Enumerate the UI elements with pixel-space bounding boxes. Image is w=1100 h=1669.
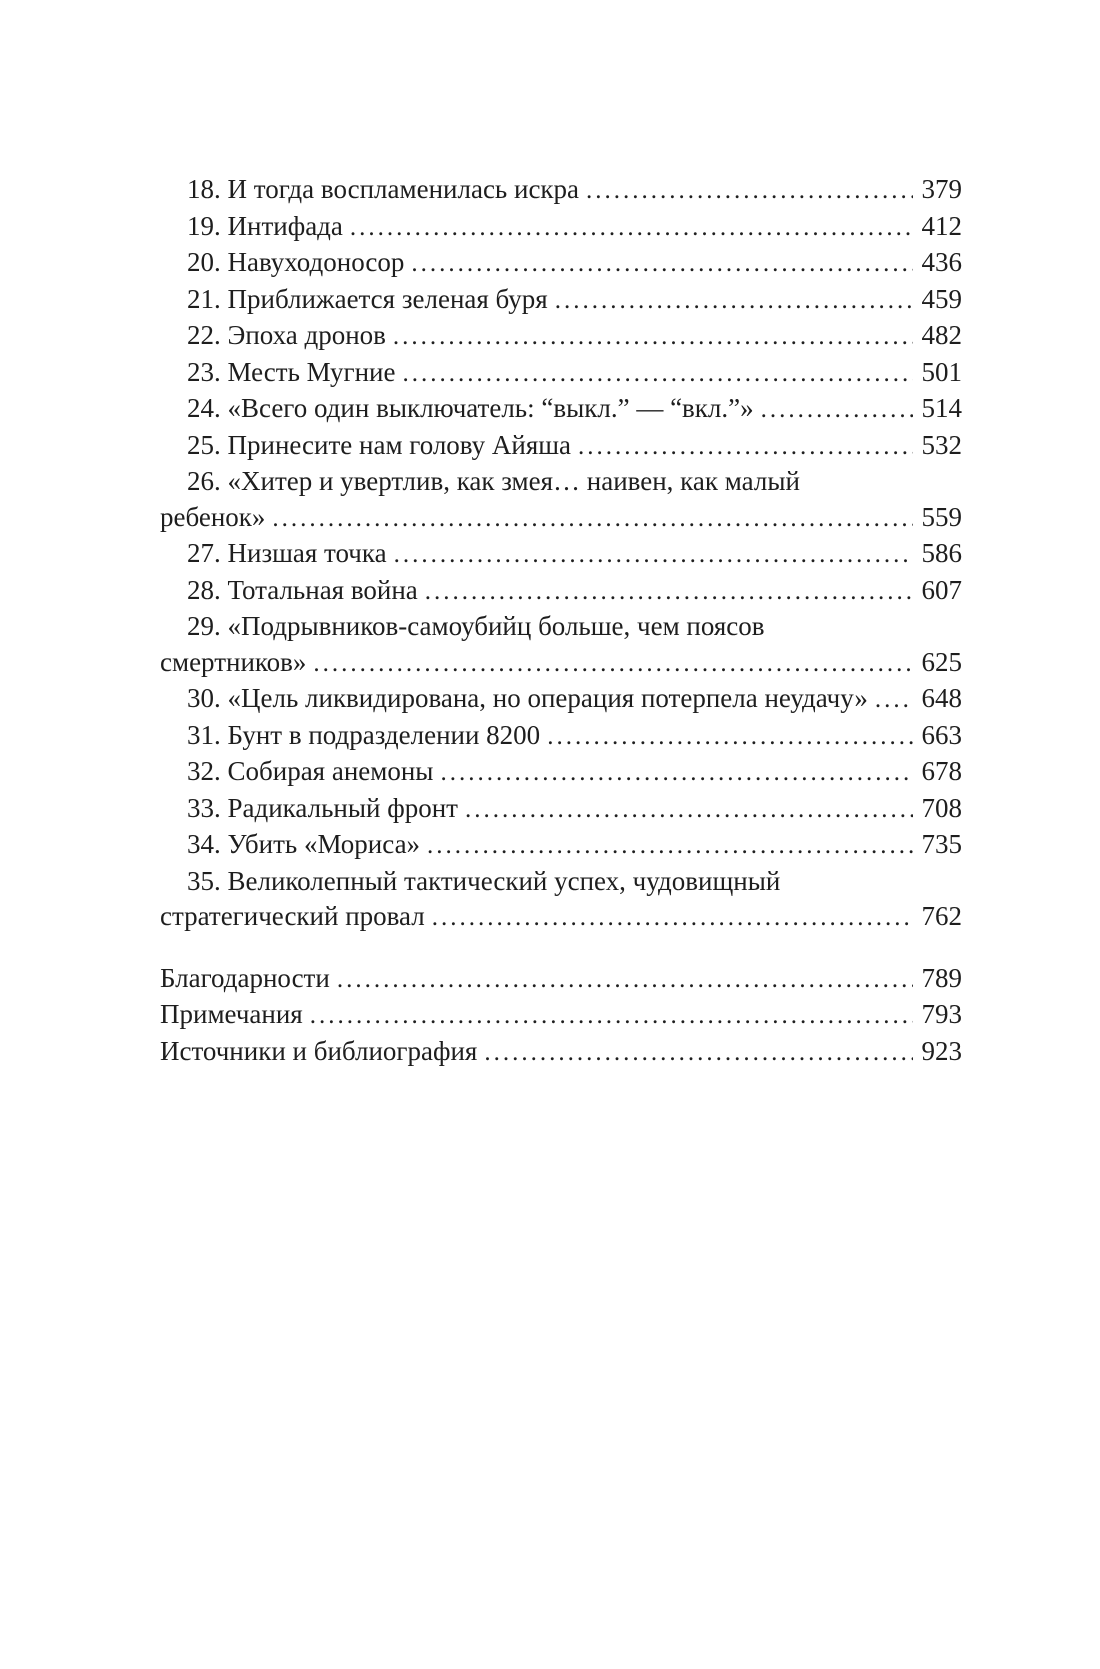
toc-entry — [160, 718, 962, 755]
toc-entry — [160, 172, 962, 209]
page-number: 663 — [921, 719, 962, 750]
dot-leader — [440, 754, 912, 791]
dot-leader — [578, 428, 912, 465]
toc-entry — [160, 609, 962, 681]
toc-chapter-list — [160, 172, 962, 936]
page-number: 923 — [921, 1035, 962, 1066]
toc-entry-line — [160, 961, 962, 998]
toc-entry — [160, 355, 962, 392]
toc-entry-line — [160, 391, 962, 428]
toc-entry-title: 32. Собирая анемоны — [187, 756, 434, 786]
toc-entry-title: Источники и библиография — [160, 1035, 478, 1066]
toc-entry-title: 34. Убить «Мориса» — [187, 829, 421, 859]
page-number: 482 — [921, 320, 962, 350]
page-number: 412 — [921, 210, 962, 241]
dot-leader — [484, 1034, 912, 1071]
toc-entry-title: 25. Принесите нам голову Айяша — [187, 429, 572, 460]
toc-entry-line — [160, 464, 962, 500]
toc-entry — [160, 791, 962, 828]
toc-entry-title: ребенок» — [160, 501, 266, 532]
toc-entry-title: 23. Месть Мугние — [187, 356, 396, 387]
toc-entry — [160, 997, 962, 1034]
toc-entry-line — [160, 864, 962, 900]
toc-entry — [160, 681, 962, 718]
dot-leader — [547, 718, 912, 755]
toc-entry-title: Примечания — [160, 999, 303, 1029]
toc-entry — [160, 573, 962, 610]
toc-entry-line — [160, 681, 962, 718]
dot-leader — [761, 391, 913, 428]
toc-entry-title: 27. Низшая точка — [187, 538, 387, 568]
toc-entry-line — [160, 718, 962, 755]
toc-entry-line — [160, 355, 962, 392]
toc-entry-line — [160, 318, 962, 355]
toc-entry — [160, 318, 962, 355]
toc-entry-line — [160, 645, 962, 682]
dot-leader — [337, 961, 913, 998]
page-number: 514 — [921, 393, 962, 423]
toc-entry-title: 29. «Подрывников-самоубийц больше, чем поясов — [187, 611, 765, 641]
dot-leader — [394, 536, 913, 573]
toc-entry-title: 28. Тотальная война — [187, 574, 418, 605]
toc-entry-title: Благодарности — [160, 962, 330, 993]
page-number: 762 — [921, 901, 962, 931]
dot-leader — [875, 681, 913, 718]
toc-entry-line — [160, 573, 962, 610]
toc-entry — [160, 209, 962, 246]
dot-leader — [272, 500, 912, 537]
toc-entry-title: 19. Интифада — [187, 210, 343, 241]
toc-entry-line — [160, 1034, 962, 1071]
toc-entry — [160, 464, 962, 536]
toc-entry-line — [160, 754, 962, 791]
toc-entry-line — [160, 209, 962, 246]
dot-leader — [402, 355, 912, 392]
toc-entry — [160, 754, 962, 791]
toc-entry-line — [160, 172, 962, 209]
page-number: 459 — [921, 283, 962, 314]
dot-leader — [432, 899, 913, 936]
toc-entry — [160, 536, 962, 573]
page-number: 586 — [921, 538, 962, 568]
toc-entry-line — [160, 827, 962, 864]
toc-entry-title: стратегический провал — [160, 901, 425, 931]
toc-entry-line — [160, 245, 962, 282]
toc-entry-line — [160, 500, 962, 537]
page-number: 379 — [921, 174, 962, 204]
page-number: 648 — [921, 683, 962, 713]
page-number: 607 — [921, 574, 962, 605]
dot-leader — [393, 318, 913, 355]
toc-entry-title: 22. Эпоха дронов — [187, 320, 386, 350]
dot-leader — [310, 997, 913, 1034]
toc-entry-line — [160, 899, 962, 936]
toc-entry-line — [160, 609, 962, 645]
toc-entry-title: 26. «Хитер и увертлив, как змея… наивен, как малый — [187, 466, 800, 496]
toc-entry — [160, 391, 962, 428]
dot-leader — [427, 827, 912, 864]
page-number: 793 — [921, 999, 962, 1029]
toc-entry-title: 24. «Всего один выключатель: “выкл.” — “вкл.”» — [187, 393, 754, 423]
toc-entry-title: 20. Навуходоносор — [187, 247, 405, 277]
toc-entry — [160, 961, 962, 998]
dot-leader — [465, 791, 913, 828]
toc-entry-title: смертников» — [160, 646, 307, 677]
dot-leader — [350, 209, 913, 246]
toc-entry-title: 33. Радикальный фронт — [187, 792, 458, 823]
toc-entry-title: 18. И тогда воспламенилась искра — [187, 174, 580, 204]
page-number: 708 — [921, 792, 962, 823]
toc-entry-line — [160, 997, 962, 1034]
toc-entry-title: 30. «Цель ликвидирована, но операция потерпела неудачу» — [187, 683, 868, 713]
toc-entry — [160, 428, 962, 465]
page-number: 735 — [921, 829, 962, 859]
toc-entry-title: 31. Бунт в подразделении 8200 — [187, 719, 541, 750]
toc-entry-line — [160, 536, 962, 573]
toc-entry-line — [160, 282, 962, 319]
page-number: 559 — [921, 501, 962, 532]
dot-leader — [586, 172, 912, 209]
dot-leader — [425, 573, 913, 610]
dot-leader — [555, 282, 913, 319]
page-number: 789 — [921, 962, 962, 993]
toc-entry — [160, 282, 962, 319]
dot-leader — [313, 645, 912, 682]
toc-entry-title: 21. Приближается зеленая буря — [187, 283, 548, 314]
toc-back-matter-list — [160, 961, 962, 1071]
toc-entry-line — [160, 428, 962, 465]
page-number: 625 — [921, 646, 962, 677]
table-of-contents — [160, 172, 962, 1070]
toc-entry — [160, 1034, 962, 1071]
dot-leader — [411, 245, 912, 282]
page-number: 532 — [921, 429, 962, 460]
toc-entry-title: 35. Великолепный тактический успех, чудовищный — [187, 865, 781, 896]
toc-entry — [160, 864, 962, 936]
page-number: 436 — [921, 247, 962, 277]
page-number: 678 — [921, 756, 962, 786]
page-number: 501 — [921, 356, 962, 387]
toc-entry — [160, 245, 962, 282]
toc-entry — [160, 827, 962, 864]
toc-entry-line — [160, 791, 962, 828]
